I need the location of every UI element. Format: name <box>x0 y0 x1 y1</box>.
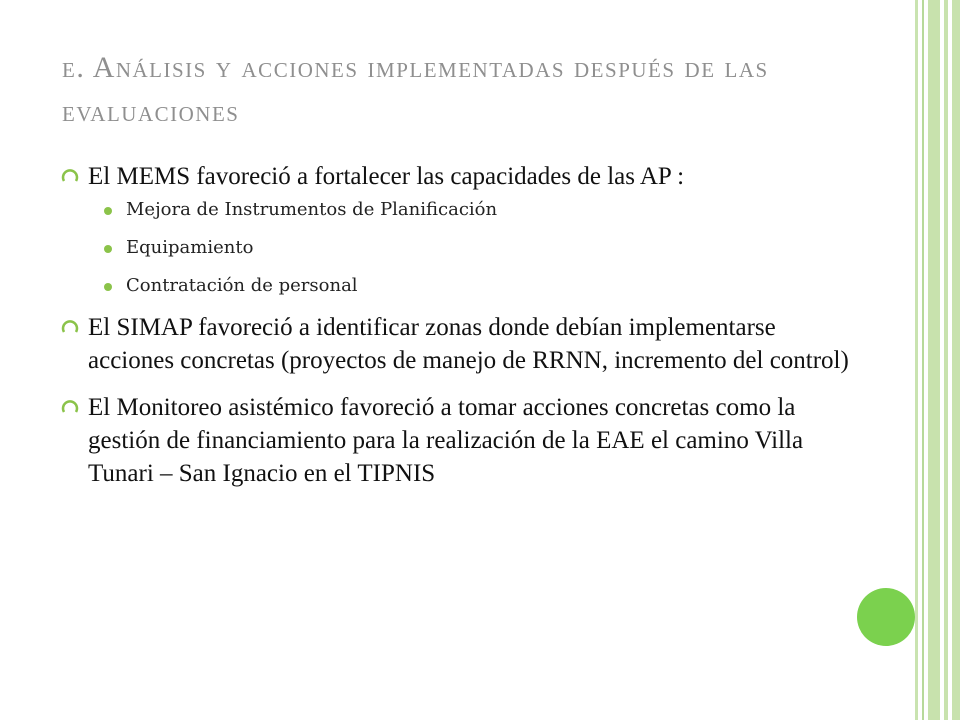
bullet-text: El SIMAP favoreció a identificar zonas donde debían implementarse acciones concretas (proyectos de manejo de RRNN, incremento del control) <box>88 314 849 374</box>
stripe <box>944 0 948 720</box>
dot-bullet-icon <box>104 245 112 253</box>
bullet-list <box>58 160 858 490</box>
stripe <box>952 0 960 720</box>
sub-item <box>88 275 858 297</box>
bullet-item <box>58 311 858 377</box>
bullet-text: El MEMS favoreció a fortalecer las capacidades de las AP : <box>88 163 685 190</box>
sub-item <box>88 199 858 221</box>
sub-item-text: Mejora de Instrumentos de Planificación <box>126 199 498 220</box>
stripe <box>915 0 918 720</box>
title-text: Análisis y acciones implementadas después de las evaluaciones <box>62 51 769 128</box>
sub-item-text: Contratación de personal <box>126 275 358 296</box>
dot-bullet-icon <box>104 207 112 215</box>
ring-bullet-icon <box>61 399 79 417</box>
title-prefix: e. <box>62 51 93 84</box>
ring-bullet-icon <box>61 168 79 186</box>
dot-bullet-icon <box>104 283 112 291</box>
bullet-item <box>58 391 858 490</box>
slide-title <box>62 46 862 134</box>
sub-list <box>88 199 858 297</box>
sub-item-text: Equipamiento <box>126 237 254 258</box>
bullet-item <box>58 160 858 297</box>
bullet-text: El Monitoreo asistémico favoreció a tomar acciones concretas como la gestión de financiamiento para la realización de la EAE el camino Villa Tunari – San Ignacio en el TIPNIS <box>88 394 804 487</box>
decorative-green-circle <box>857 588 915 646</box>
stripe <box>928 0 940 720</box>
ring-bullet-icon <box>61 319 79 337</box>
stripe <box>922 0 924 720</box>
decorative-side-stripes <box>915 0 960 720</box>
sub-item <box>88 237 858 259</box>
